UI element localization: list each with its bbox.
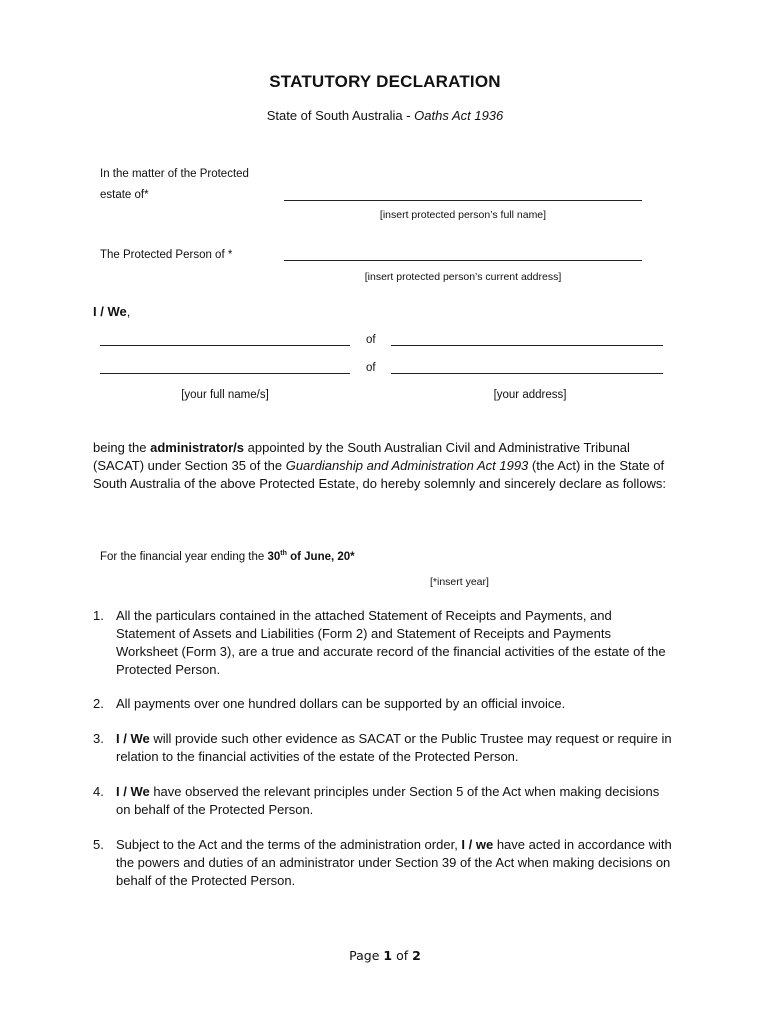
page-title: STATUTORY DECLARATION: [269, 72, 501, 91]
item-3-bold: I / We: [116, 731, 150, 746]
declarant-name-field-1[interactable]: [100, 345, 350, 346]
item-3-text: will provide such other evidence as SACAT or the Public Trustee may request or require in relation to the financial activities of the estate of the Protected Person.: [116, 731, 672, 764]
person-label: The Protected Person of *: [100, 249, 233, 261]
subtitle-prefix: State of South Australia -: [266, 108, 415, 123]
list-text: [116, 607, 672, 679]
fy-prefix: For the financial year ending the: [100, 550, 268, 563]
item-1-text: All the particulars contained in the attached Statement of Receipts and Payments, and Statement of Assets and Liabilities (Form 2) and Statement of Receipts and Payments Worksheet (Form 3), are a true and accurate record of the financial activities of the estate of the Protected Person.: [116, 608, 666, 677]
list-text: [116, 783, 672, 819]
list-text: [116, 695, 672, 713]
intro-part1: being the: [93, 440, 151, 455]
address-hint: [your address]: [493, 389, 567, 401]
item-4-text: have observed the relevant principles under Section 5 of the Act when making decisions on behalf of the Protected Person.: [116, 784, 660, 817]
declarant-name-field-2[interactable]: [100, 373, 350, 374]
list-number: 3.: [93, 731, 104, 746]
list-number: 2.: [93, 696, 104, 711]
page-subtitle: [0, 108, 770, 123]
declarant-address-field-1[interactable]: [391, 345, 663, 346]
page-word: Page: [349, 948, 384, 963]
protected-address-field[interactable]: [284, 260, 642, 261]
financial-year-hint: [*insert year]: [430, 576, 489, 588]
intro-bold: administrator/s: [150, 440, 245, 455]
list-number: 1.: [93, 608, 104, 623]
fy-day: 30: [267, 550, 281, 563]
page-of: of: [392, 948, 413, 963]
item-2-text: All payments over one hundred dollars can be supported by an official invoice.: [116, 696, 566, 711]
list-number: 5.: [93, 837, 104, 852]
protected-name-field[interactable]: [284, 200, 642, 201]
list-text: [116, 730, 672, 766]
iwe-comma: ,: [126, 304, 131, 319]
of-label-2: of: [366, 362, 376, 374]
page-number: [0, 948, 770, 963]
financial-year-line: [100, 550, 355, 563]
iwe-heading: [93, 304, 130, 319]
matter-label-line1: In the matter of the Protected: [100, 168, 249, 180]
iwe-bold: I / We: [93, 304, 127, 319]
intro-paragraph: [93, 439, 673, 493]
item-4-bold: I / We: [116, 784, 150, 799]
intro-act: Guardianship and Administration Act 1993: [285, 458, 529, 473]
matter-label-line2: estate of*: [100, 189, 149, 201]
financial-year-field[interactable]: [386, 563, 542, 564]
intro-part3: (the Act) in the State of South Australia of the above Protected Estate, do hereby solemnly and sincerely declare as follows:: [93, 458, 667, 491]
page-current: 1: [383, 948, 393, 963]
declarant-address-field-2[interactable]: [391, 373, 663, 374]
list-text: [116, 836, 672, 890]
item-5-bold: I / we: [461, 837, 494, 852]
protected-name-hint: [insert protected person’s full name]: [379, 209, 547, 221]
protected-address-hint: [insert protected person’s current address]: [364, 271, 562, 283]
fy-sup: th: [280, 550, 287, 557]
item-5-text: have acted in accordance with the powers and duties of an administrator under Section 39 of the Act when making decisions on behalf of the Protected Person.: [116, 837, 672, 888]
name-hint: [your full name/s]: [181, 389, 269, 401]
of-label-1: of: [366, 334, 376, 346]
intro-part2: appointed by the South Australian Civil and Administrative Tribunal (SACAT) under Section 35 of the: [93, 440, 630, 473]
fy-rest: of June, 20*: [286, 550, 355, 563]
subtitle-act: Oaths Act 1936: [414, 108, 504, 123]
item-5-text-before: Subject to the Act and the terms of the administration order,: [116, 837, 462, 852]
page-total: 2: [412, 948, 421, 963]
list-number: 4.: [93, 784, 104, 799]
